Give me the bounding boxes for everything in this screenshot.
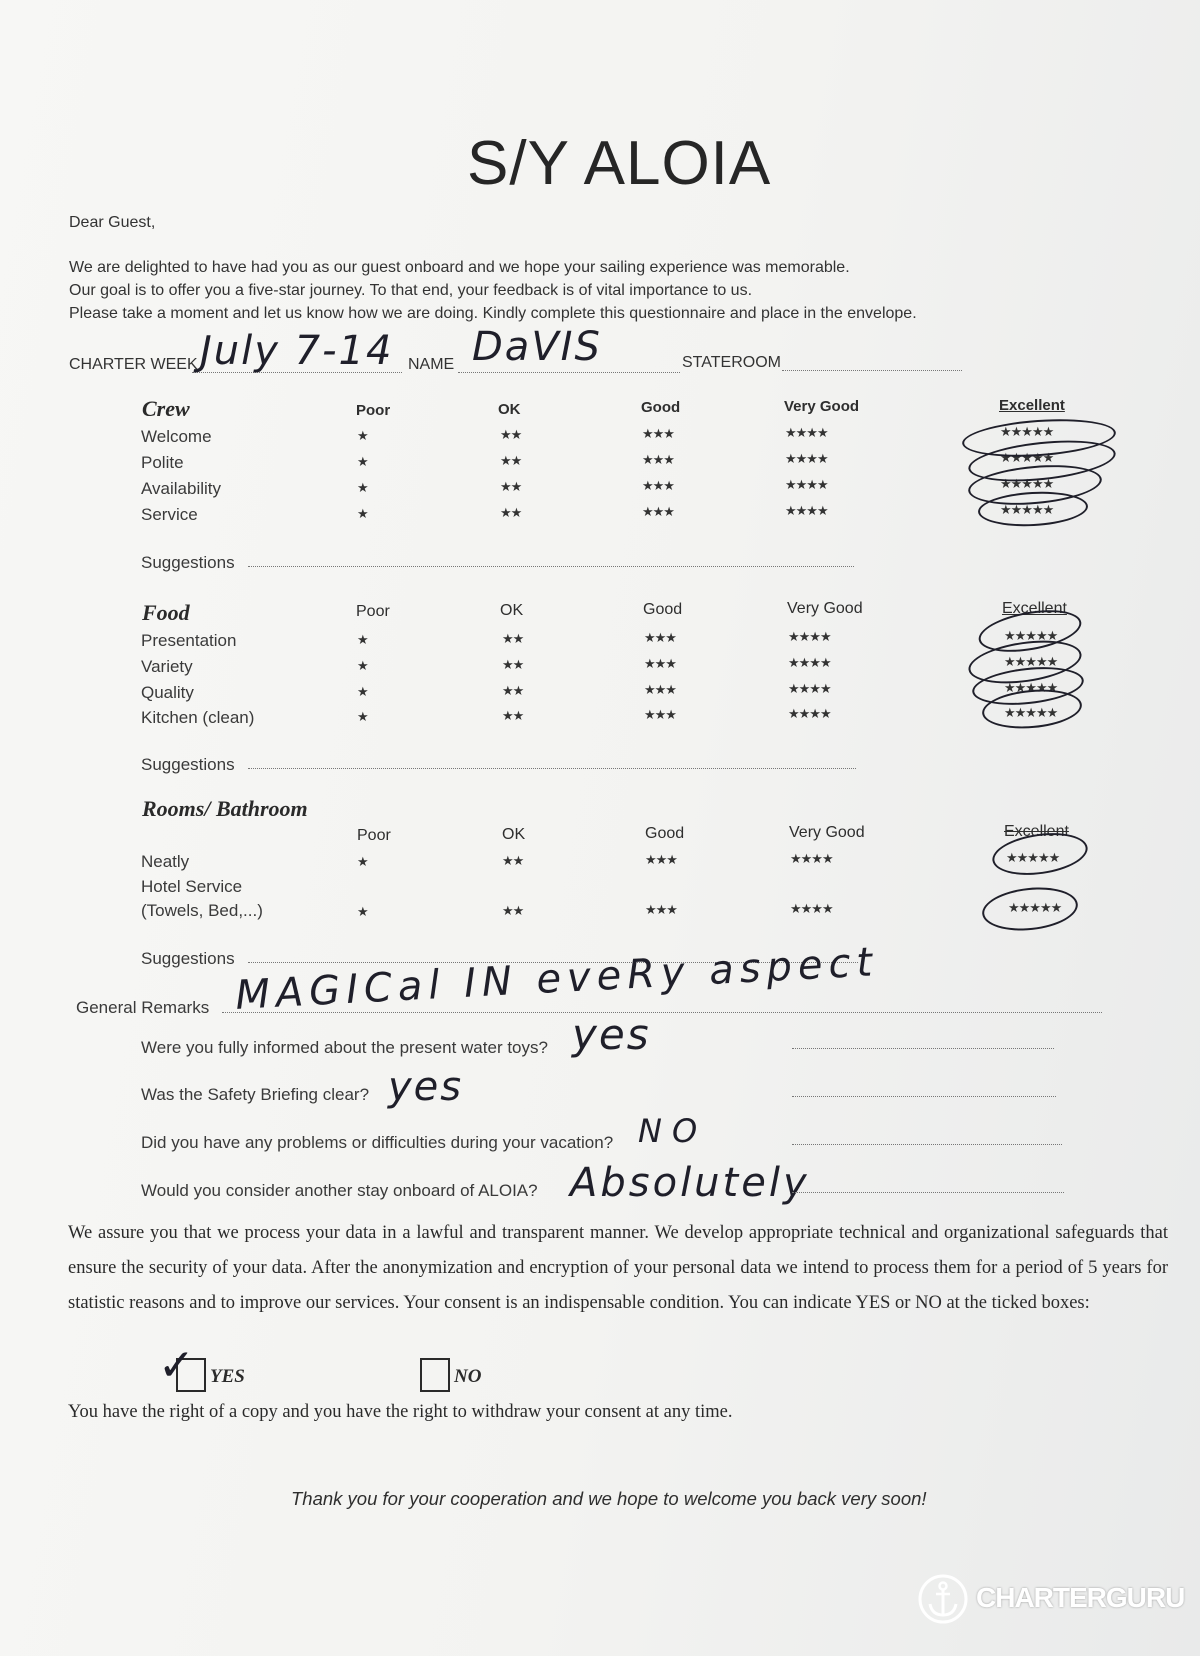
answer-problems[interactable]: NO bbox=[638, 1112, 708, 1150]
rating-good[interactable]: ★★★ bbox=[642, 426, 674, 441]
rating-very-good[interactable]: ★★★★ bbox=[790, 851, 833, 866]
rating-very-good[interactable]: ★★★★ bbox=[788, 655, 831, 670]
rating-excellent[interactable]: ★★★★★ bbox=[1004, 628, 1058, 643]
question-another-stay: Would you consider another stay onboard of ALOIA? bbox=[141, 1181, 538, 1200]
answer-safety-briefing[interactable]: yes bbox=[388, 1064, 464, 1110]
crew-col-ok: OK bbox=[498, 401, 521, 418]
rating-good[interactable]: ★★★ bbox=[644, 682, 676, 697]
rating-good[interactable]: ★★★ bbox=[642, 504, 674, 519]
food-section-title: Food bbox=[142, 600, 190, 625]
rating-good[interactable]: ★★★ bbox=[644, 656, 676, 671]
crew-item-polite: Polite bbox=[141, 453, 184, 472]
rating-poor[interactable]: ★ bbox=[357, 506, 368, 521]
rating-very-good[interactable]: ★★★★ bbox=[788, 706, 831, 721]
rating-ok[interactable]: ★★ bbox=[502, 708, 524, 723]
food-item-presentation: Presentation bbox=[141, 631, 237, 650]
rating-good[interactable]: ★★★ bbox=[645, 852, 677, 867]
crew-item-service: Service bbox=[141, 505, 198, 524]
rating-excellent[interactable]: ★★★★★ bbox=[1004, 705, 1058, 720]
rooms-item-hotel-service: Hotel Service bbox=[141, 877, 243, 896]
rating-very-good[interactable]: ★★★★ bbox=[788, 629, 831, 644]
consent-no-checkbox[interactable] bbox=[420, 1358, 450, 1392]
rating-ok[interactable]: ★★ bbox=[502, 657, 524, 672]
food-suggestions-line[interactable] bbox=[248, 768, 856, 769]
rooms-item-neatly: Neatly bbox=[141, 852, 190, 871]
rating-excellent[interactable]: ★★★★★ bbox=[1000, 476, 1054, 491]
intro-line-3: Please take a moment and let us know how we are doing. Kindly complete this questionnaire and place in the envelope. bbox=[69, 305, 917, 322]
food-item-kitchen: Kitchen (clean) bbox=[141, 708, 255, 727]
rating-ok[interactable]: ★★ bbox=[502, 903, 524, 918]
rooms-col-poor: Poor bbox=[357, 827, 391, 844]
rating-ok[interactable]: ★★ bbox=[500, 479, 522, 494]
consent-yes-label: YES bbox=[210, 1366, 245, 1387]
crew-col-good: Good bbox=[641, 399, 681, 416]
intro-line-2: Our goal is to offer you a five-star journey. To that end, your feedback is of vital importance to us. bbox=[69, 282, 753, 299]
crew-col-very-good: Very Good bbox=[784, 398, 860, 415]
rating-ok[interactable]: ★★ bbox=[500, 427, 522, 442]
form-title: S/Y ALOIA bbox=[467, 129, 772, 198]
rating-poor[interactable]: ★ bbox=[357, 658, 368, 673]
rating-good[interactable]: ★★★ bbox=[642, 452, 674, 467]
crew-suggestions-line[interactable] bbox=[248, 566, 854, 567]
crew-col-poor: Poor bbox=[356, 402, 391, 419]
consent-no-label: NO bbox=[454, 1366, 482, 1387]
food-suggestions-label: Suggestions bbox=[141, 755, 235, 774]
food-col-poor: Poor bbox=[356, 603, 390, 620]
rooms-section-title: Rooms/ Bathroom bbox=[142, 796, 308, 821]
rooms-col-very-good: Very Good bbox=[789, 824, 865, 841]
anchor-icon bbox=[918, 1574, 968, 1624]
rating-excellent[interactable]: ★★★★★ bbox=[1008, 900, 1062, 915]
charter-week-label: CHARTER WEEK bbox=[69, 356, 198, 373]
rooms-col-excellent: Excellent bbox=[1004, 823, 1069, 840]
rating-good[interactable]: ★★★ bbox=[642, 478, 674, 493]
crew-item-welcome: Welcome bbox=[141, 427, 212, 446]
general-remarks-value[interactable]: MAGICal IN eveRy aspect bbox=[234, 939, 880, 1019]
crew-col-excellent: Excellent bbox=[999, 397, 1065, 414]
stateroom-line[interactable] bbox=[782, 370, 962, 371]
rating-ok[interactable]: ★★ bbox=[502, 631, 524, 646]
check-mark-icon: ✓ bbox=[158, 1340, 195, 1391]
ink-circle-mark bbox=[980, 883, 1080, 935]
rating-good[interactable]: ★★★ bbox=[645, 902, 677, 917]
rating-poor[interactable]: ★ bbox=[357, 480, 368, 495]
rating-ok[interactable]: ★★ bbox=[502, 683, 524, 698]
crew-suggestions-label: Suggestions bbox=[141, 553, 235, 572]
food-col-excellent: Excellent bbox=[1002, 600, 1067, 617]
rating-poor[interactable]: ★ bbox=[357, 684, 368, 699]
intro-line-1: We are delighted to have had you as our guest onboard and we hope your sailing experience was memorable. bbox=[69, 259, 850, 276]
brand-name: CHARTERGURU bbox=[976, 1582, 1185, 1613]
answer-line-safety-briefing bbox=[792, 1096, 1056, 1097]
rooms-suggestions-label: Suggestions bbox=[141, 949, 235, 968]
rating-excellent[interactable]: ★★★★★ bbox=[1000, 502, 1054, 517]
rating-ok[interactable]: ★★ bbox=[500, 505, 522, 520]
food-item-quality: Quality bbox=[141, 683, 194, 702]
rating-ok[interactable]: ★★ bbox=[502, 853, 524, 868]
food-item-variety: Variety bbox=[141, 657, 193, 676]
answer-line-water-toys bbox=[792, 1048, 1054, 1049]
rating-very-good[interactable]: ★★★★ bbox=[788, 681, 831, 696]
name-value[interactable]: DaVIS bbox=[472, 324, 602, 370]
rooms-item-towels-bed: (Towels, Bed,...) bbox=[141, 901, 263, 920]
question-safety-briefing: Was the Safety Briefing clear? bbox=[141, 1085, 370, 1104]
food-col-very-good: Very Good bbox=[787, 600, 863, 617]
rating-very-good[interactable]: ★★★★ bbox=[785, 425, 828, 440]
rating-very-good[interactable]: ★★★★ bbox=[785, 477, 828, 492]
question-problems: Did you have any problems or difficulties during your vacation? bbox=[141, 1133, 614, 1152]
greeting: Dear Guest, bbox=[69, 214, 156, 231]
rating-poor[interactable]: ★ bbox=[357, 709, 368, 724]
rating-excellent[interactable]: ★★★★★ bbox=[1004, 654, 1058, 669]
rooms-col-ok: OK bbox=[502, 826, 526, 843]
rating-excellent[interactable]: ★★★★★ bbox=[1006, 850, 1060, 865]
rating-poor[interactable]: ★ bbox=[357, 854, 368, 869]
consent-rights: You have the right of a copy and you have the right to withdraw your consent at any time. bbox=[68, 1402, 733, 1422]
food-col-good: Good bbox=[643, 601, 683, 618]
rating-very-good[interactable]: ★★★★ bbox=[785, 451, 828, 466]
rating-excellent[interactable]: ★★★★★ bbox=[1004, 680, 1058, 695]
question-water-toys: Were you fully informed about the present water toys? bbox=[141, 1038, 548, 1057]
rating-poor[interactable]: ★ bbox=[357, 454, 368, 469]
crew-section-title: Crew bbox=[142, 396, 190, 421]
name-line bbox=[458, 372, 680, 373]
rating-poor[interactable]: ★ bbox=[357, 632, 368, 647]
rooms-col-good: Good bbox=[645, 825, 685, 842]
consent-paragraph: We assure you that we process your data in a lawful and transparent manner. We develop appropriate technical and organizational safeguards that ensure the security of your data. After the anonymization and encryption of your personal data we intend to process them for a period of 5 years for statistic reasons and to improve our services. Your consent is an indispensable condition. You can indicate YES or NO at the ticked boxes: bbox=[68, 1223, 1168, 1313]
rating-ok[interactable]: ★★ bbox=[500, 453, 522, 468]
crew-item-availability: Availability bbox=[141, 479, 222, 498]
thank-you-note: Thank you for your cooperation and we hope to welcome you back very soon! bbox=[291, 1488, 927, 1509]
food-col-ok: OK bbox=[500, 602, 524, 619]
answer-water-toys[interactable]: yes bbox=[572, 1010, 651, 1059]
rating-good[interactable]: ★★★ bbox=[644, 630, 676, 645]
general-remarks-label: General Remarks bbox=[76, 998, 210, 1017]
name-label: NAME bbox=[408, 356, 455, 373]
answer-line-problems bbox=[792, 1144, 1062, 1145]
rating-very-good[interactable]: ★★★★ bbox=[790, 901, 833, 916]
rating-poor[interactable]: ★ bbox=[357, 904, 368, 919]
stateroom-label: STATEROOM bbox=[682, 354, 781, 371]
rating-good[interactable]: ★★★ bbox=[644, 707, 676, 722]
rating-excellent[interactable]: ★★★★★ bbox=[1000, 424, 1054, 439]
answer-another-stay[interactable]: Absolutely bbox=[570, 1160, 810, 1206]
rating-very-good[interactable]: ★★★★ bbox=[785, 503, 828, 518]
answer-line-another-stay bbox=[792, 1192, 1064, 1193]
charter-week-value[interactable]: July 7-14 bbox=[200, 328, 394, 374]
rating-excellent[interactable]: ★★★★★ bbox=[1000, 450, 1054, 465]
rating-poor[interactable]: ★ bbox=[357, 428, 368, 443]
